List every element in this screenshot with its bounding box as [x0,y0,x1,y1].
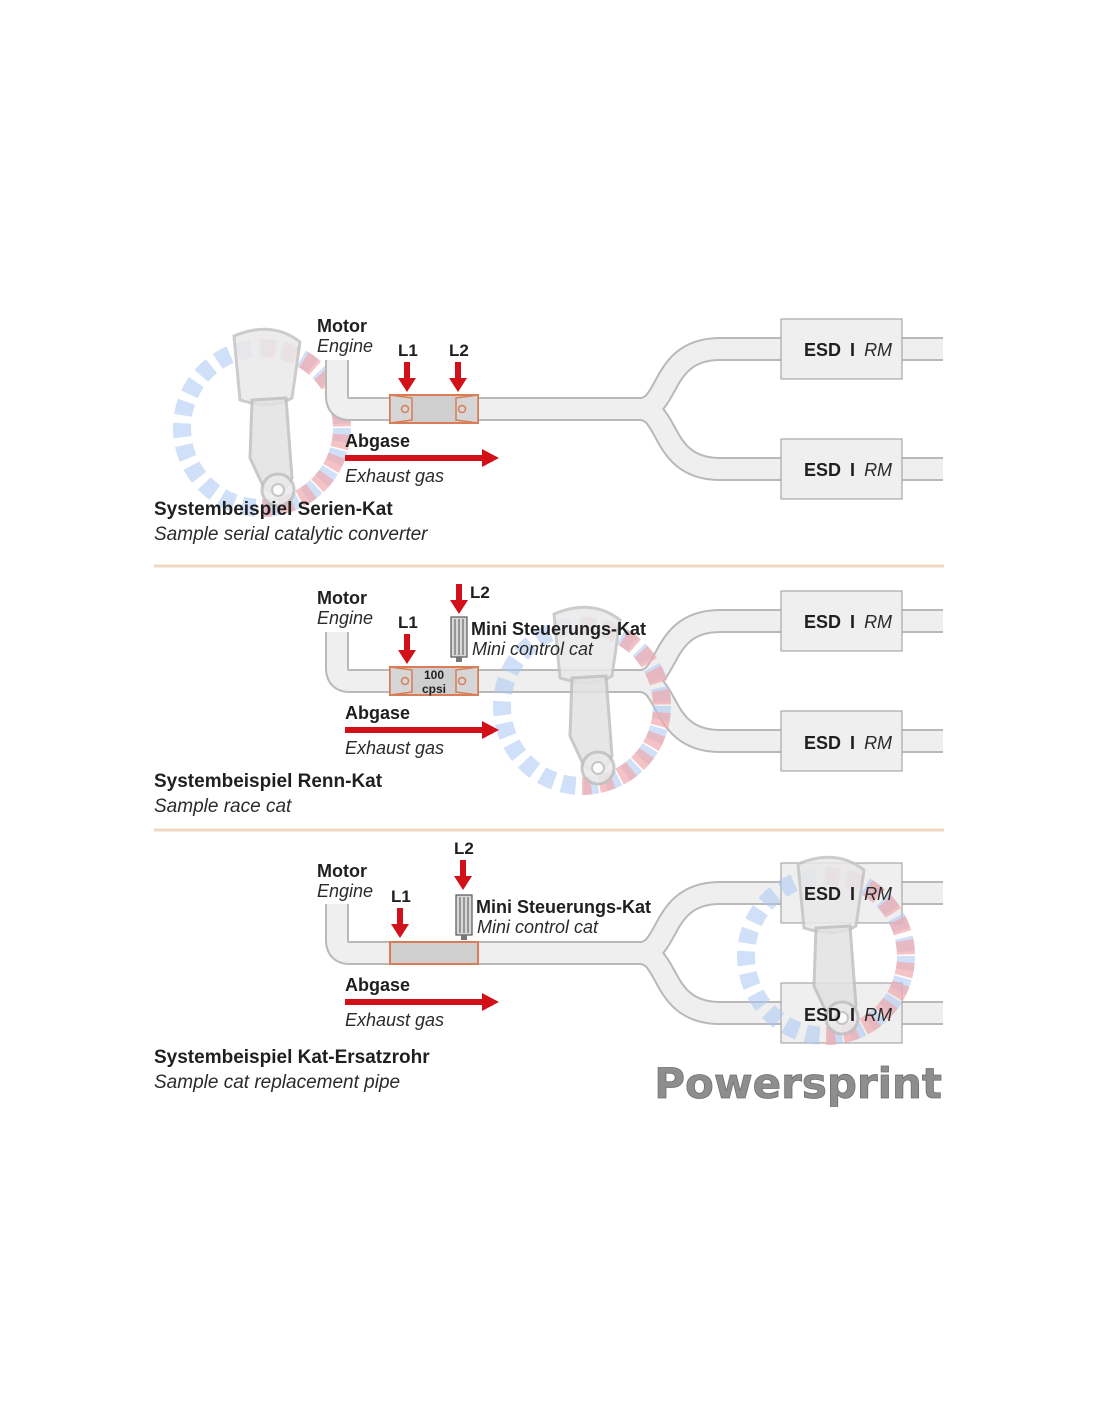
gas-label-en: Exhaust gas [345,466,445,486]
sensor-l2-label: L2 [449,341,469,360]
sensor-l2-label: L2 [470,583,490,602]
section-title-de: Systembeispiel Serien-Kat [154,499,393,520]
exhaust-flow-arrow-icon [345,721,499,739]
exhaust-flow-arrow-icon [345,993,499,1011]
engine-label-de: Motor [317,861,367,881]
engine-label-en: Engine [317,336,374,356]
muffler-upper-label: ESD I RM [804,884,893,904]
engine-label-en: Engine [317,608,374,628]
sensor-l1-label: L1 [391,887,411,906]
cat-cell-density-unit: cpsi [421,682,447,696]
muffler-upper-label: ESD I RM [804,612,893,632]
powersprint-logo: Powersprint [654,1059,942,1108]
gas-label-en: Exhaust gas [345,738,445,758]
engine-label-de: Motor [317,316,367,336]
engine-label-en: Engine [317,881,374,901]
muffler-upper-label: ESD I RM [804,340,893,360]
sensor-l1-arrow-icon [398,634,416,664]
section-title-en: Sample cat replacement pipe [154,1072,401,1093]
section-title-de: Systembeispiel Kat-Ersatzrohr [154,1047,430,1068]
sensor-l1-arrow-icon [398,362,416,392]
mini-cat-label-en: Mini control cat [472,639,594,659]
gas-label-en: Exhaust gas [345,1010,445,1030]
section-serial-cat [154,316,943,545]
mini-cat-label-de: Mini Steuerungs-Kat [471,619,647,639]
sensor-l1-label: L1 [398,341,418,360]
section-title-en: Sample race cat [154,796,292,817]
muffler-lower-label: ESD I RM [804,460,893,480]
section-title-en: Sample serial catalytic converter [154,524,428,545]
sensor-l2-arrow-icon [449,362,467,392]
section-cat-replacement [154,839,943,1093]
cat-cell-density-value: 100 [423,668,445,682]
sensor-l1-label: L1 [398,613,418,632]
gas-label-de: Abgase [345,431,411,451]
gas-label-de: Abgase [345,703,411,723]
mini-cat-label-de: Mini Steuerungs-Kat [476,897,652,917]
section-race-cat [154,583,943,817]
sensor-l2-label: L2 [454,839,474,858]
cat-replacement-pipe [390,942,478,964]
muffler-lower-label: ESD I RM [804,733,893,753]
muffler-lower-label: ESD I RM [804,1005,893,1025]
sensor-l2-arrow-icon [454,860,472,890]
exhaust-flow-arrow-icon [345,449,499,467]
sensor-l1-arrow-icon [391,908,409,938]
sensor-l2-arrow-icon [450,584,468,614]
engine-label-de: Motor [317,588,367,608]
section-title-de: Systembeispiel Renn-Kat [154,771,383,792]
mini-cat-label-en: Mini control cat [477,917,599,937]
watermark-1-icon [182,329,342,508]
gas-label-de: Abgase [345,975,411,995]
